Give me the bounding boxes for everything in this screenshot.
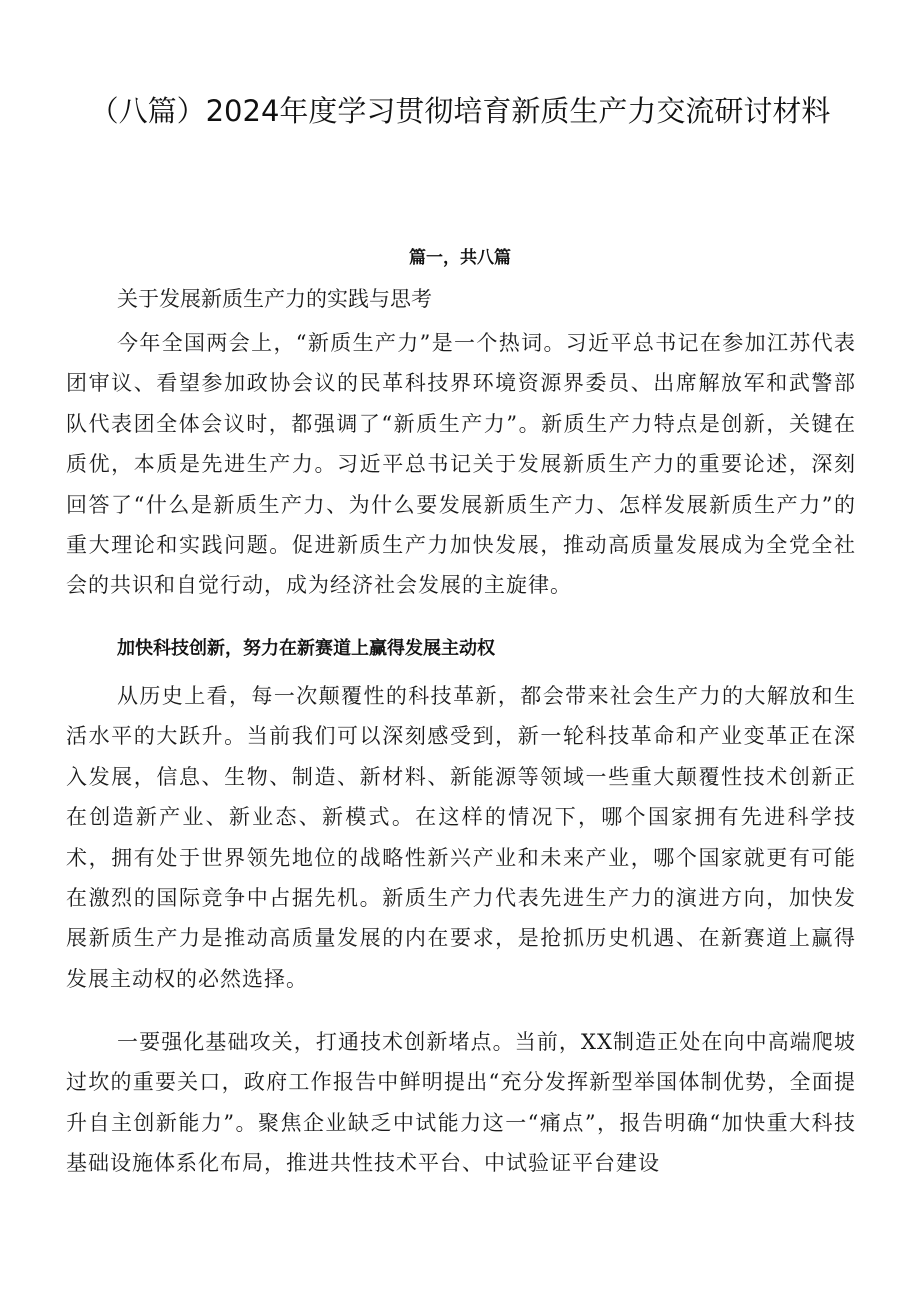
body-paragraph: 一要强化基础攻关，打通技术创新堵点。当前，XX制造正处在向中高端爬坡过坎的重要关口，政府工作报告中鲜明提出“充分发挥新型举国体制优势，全面提升自主创新能力”。聚焦企业缺乏中试能力这一“痛点”，报告明确“加快重大科技基础设施体系化布局，推进共性技术平台、中试验证平台建设 [66,1030,856,1176]
section-label: 篇一，共八篇 [409,248,511,268]
subject-line: 关于发展新质生产力的实践与思考 [117,287,432,311]
document-title: （八篇）2024年度学习贯彻培育新质生产力交流研讨材料 [89,94,831,128]
section-heading: 加快科技创新，努力在新赛道上赢得发展主动权 [117,638,495,659]
body-paragraph: 从历史上看，每一次颠覆性的科技革新，都会带来社会生产力的大解放和生活水平的大跃升。当前我们可以深刻感受到，新一轮科技革命和产业变革正在深入发展，信息、生物、制造、新材料、新能源等领域一些重大颠覆性技术创新正在创造新产业、新业态、新模式。在这样的情况下，哪个国家拥有先进科学技术，拥有处于世界领先地位的战略性新兴产业和未来产业，哪个国家就更有可能在激烈的国际竞争中占据先机。新质生产力代表先进生产力的演进方向，加快发展新质生产力是推动高质量发展的内在要求，是抢抓历史机遇、在新赛道上赢得发展主动权的必然选择。 [66,684,856,991]
body-paragraph: 今年全国两会上，“新质生产力”是一个热词。习近平总书记在参加江苏代表团审议、看望参加政协会议的民革科技界环境资源界委员、出席解放军和武警部队代表团全体会议时，都强调了“新质生产力”。新质生产力特点是创新，关键在质优，本质是先进生产力。习近平总书记关于发展新质生产力的重要论述，深刻回答了“什么是新质生产力、为什么要发展新质生产力、怎样发展新质生产力”的重大理论和实践问题。促进新质生产力加快发展，推动高质量发展成为全党全社会的共识和自觉行动，成为经济社会发展的主旋律。 [66,331,856,598]
